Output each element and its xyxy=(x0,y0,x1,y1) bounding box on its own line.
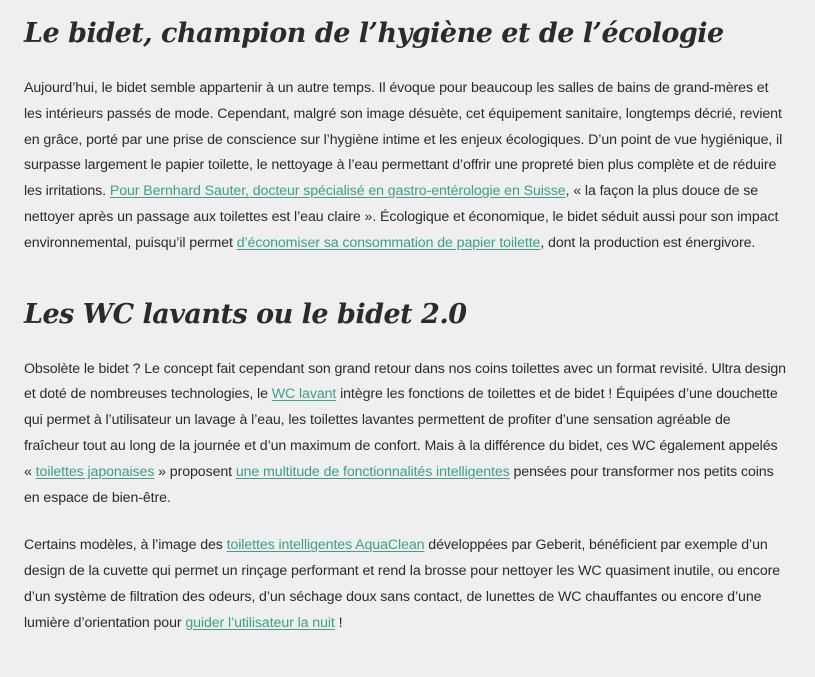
paragraph-text: , « la façon la plus douce de se nettoyer après un passage aux toilettes est l’eau claire ». Écologique et économique, le bidet séduit aussi pour son impact environnemental, puisqu’il permet xyxy=(24,183,779,251)
paragraph-text: , dont la production est énergivore. xyxy=(540,234,756,251)
paragraph-text: » proposent xyxy=(154,463,236,480)
section-heading-wc-lavants: Les WC lavants ou le bidet 2.0 xyxy=(24,298,467,330)
paragraph-wc-lavants xyxy=(24,357,789,512)
section-heading-bidet: Le bidet, champion de l’hygiène et de l’écologie xyxy=(24,18,724,49)
link-bernhard-sauter[interactable]: Pour Bernhard Sauter, docteur spécialisé en gastro-entérologie en Suisse xyxy=(109,183,566,200)
paragraph-text: Aujourd’hui, le bidet semble appartenir à un autre temps. Il évoque pour beaucoup les salles de bains de grand-mères et les intérieurs passés de mode. Cependant, malgré son image désuète, cet équipement sanitaire, longtemps décrié, revient en grâce, porté par une prise de conscience sur l’hygiène intime et les enjeux écologiques. D’un point de vue hygiénique, il surpasse largement le papier toilette, le nettoyage à l’eau permettant d’offrir une propreté bien plus complète et de réduire les irritations. xyxy=(24,80,783,200)
link-wc-lavant[interactable]: WC lavant xyxy=(271,386,337,403)
paragraph-text: Certains modèles, à l’image des xyxy=(24,537,227,554)
paragraph-bidet xyxy=(24,76,789,257)
paragraph-aquaclean xyxy=(24,533,789,636)
paragraph-text: Obsolète le bidet ? Le concept fait cependant son grand retour dans nos coins toilettes avec un format revisité. Ultra design et doté de nombreuses technologies, le xyxy=(24,360,786,403)
link-guider-utilisateur-nuit[interactable]: guider l’utilisateur la nuit xyxy=(185,614,335,631)
link-economiser-papier-toilette[interactable]: d’économiser sa consommation de papier toilette xyxy=(236,234,541,251)
paragraph-text: pensées pour transformer nos petits coins en espace de bien-être. xyxy=(24,463,774,506)
paragraph-text: développées par Geberit, bénéficient par exemple d’un design de la cuvette qui permet un rinçage performant et rend la brosse pour nettoyer les WC quasiment inutile, ou encore d’un système de filtration des odeurs, d’un séchage doux sans contact, de lunettes de WC chauffantes ou encore d’une lumière d’orientation pour xyxy=(24,537,781,631)
paragraph-text: ! xyxy=(334,614,343,631)
link-fonctionnalites-intelligentes[interactable]: une multitude de fonctionnalités intelligentes xyxy=(235,463,510,480)
link-toilettes-japonaises[interactable]: toilettes japonaises xyxy=(35,463,155,480)
link-aquaclean[interactable]: toilettes intelligentes AquaClean xyxy=(226,537,425,554)
paragraph-text: intègre les fonctions de toilettes et de bidet ! Équipées d’une douchette qui permet à l’utilisateur un lavage à l’eau, les toilettes lavantes permettent de profiter d’une sensation agréable de fraîcheur tout au long de la journée et d’un maximum de confort. Mais à la différence du bidet, ces WC également appelés « xyxy=(24,386,778,480)
